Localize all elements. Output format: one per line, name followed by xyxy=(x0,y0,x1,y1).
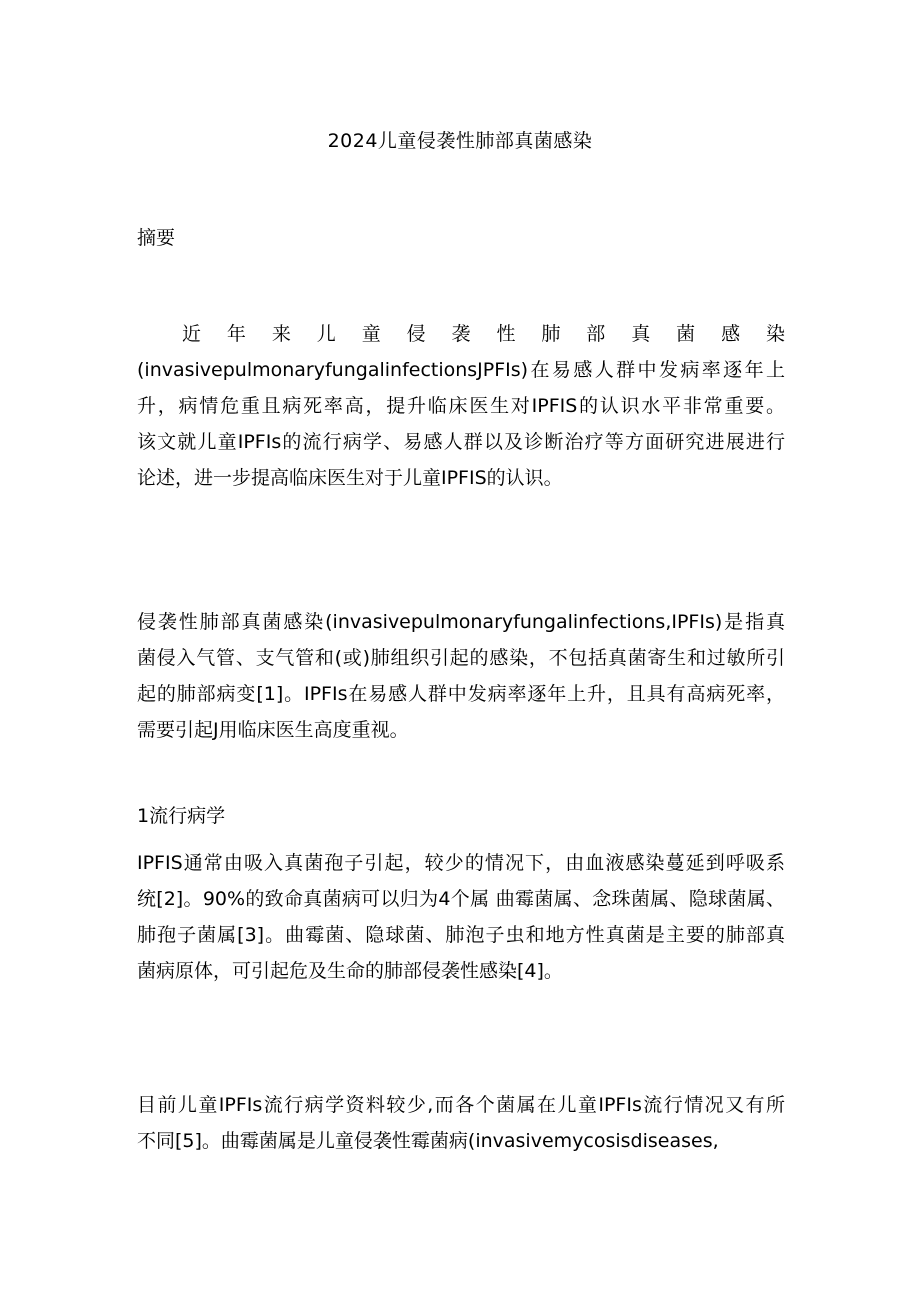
abstract-first-line xyxy=(137,316,785,352)
abstract-char: 童 xyxy=(361,323,381,345)
intro-line: 侵袭性肺部真菌感染(invasivepulmonaryfungalinfections,IPFIs)是指真 xyxy=(137,611,785,633)
abstract-char: 性 xyxy=(496,323,516,345)
abstract-char: 年 xyxy=(226,323,246,345)
abstract-line: 该文就儿童IPFIs的流行病学、易感人群以及诊断治疗等方面研究进展进行 xyxy=(137,431,785,453)
epidemiology-line: IPFIS通常由吸入真菌孢子引起，较少的情况下，由血液感染蔓延到呼吸系 xyxy=(137,852,785,874)
epidemiology-line: 统[2]。90%的致命真菌病可以归为4个属 曲霉菌属、念珠菌属、隐球菌属、 xyxy=(137,888,785,910)
children-line: 目前儿童IPFIs流行病学资料较少,而各个菌属在儿童IPFIs流行情况又有所 xyxy=(137,1094,785,1116)
abstract-heading: 摘要 xyxy=(137,227,176,249)
children-epidemiology-paragraph xyxy=(137,1087,785,1159)
abstract-char: 侵 xyxy=(406,323,426,345)
abstract-char: 儿 xyxy=(316,323,336,345)
abstract-char: 染 xyxy=(765,323,785,345)
epidemiology-line: 肺孢子菌属[3]。曲霉菌、隐球菌、肺泡子虫和地方性真菌是主要的肺部真 xyxy=(137,924,785,946)
abstract-line: (invasivepulmonaryfungalinfectionsJPFIs)在易感人群中发病率逐年上 xyxy=(137,359,785,381)
intro-line: 菌侵入气管、支气管和(或)肺组织引起的感染，不包括真菌寄生和过敏所引 xyxy=(137,647,785,669)
abstract-char: 感 xyxy=(721,323,741,345)
abstract-char: 肺 xyxy=(541,323,561,345)
abstract-char: 真 xyxy=(631,323,651,345)
intro-line: 起的肺部病变[1]。IPFIs在易感人群中发病率逐年上升，且具有高病死率， xyxy=(137,683,785,705)
abstract-char: 袭 xyxy=(451,323,471,345)
intro-line: 需要引起J用临床医生高度重视。 xyxy=(137,719,409,741)
abstract-char: 部 xyxy=(586,323,606,345)
epidemiology-line: 菌病原体，可引起危及生命的肺部侵袭性感染[4]。 xyxy=(137,960,563,982)
abstract-char: 菌 xyxy=(676,323,696,345)
abstract-paragraph xyxy=(137,316,785,496)
children-line: 不同[5]。曲霉菌属是儿童侵袭性霉菌病(invasivemycosisdiseases, xyxy=(137,1130,719,1152)
abstract-line: 升，病情危重且病死率高，提升临床医生对IPFIS的认识水平非常重要。 xyxy=(137,395,785,417)
intro-paragraph xyxy=(137,604,785,748)
abstract-char: 近 xyxy=(182,323,202,345)
epidemiology-paragraph xyxy=(137,845,785,989)
document-title: 2024儿童侵袭性肺部真菌感染 xyxy=(327,130,593,152)
section-heading-epidemiology: 1流行病学 xyxy=(137,805,226,827)
abstract-line: 论述，进一步提高临床医生对于儿童IPFIS的认识。 xyxy=(137,467,563,489)
abstract-char: 来 xyxy=(271,323,291,345)
